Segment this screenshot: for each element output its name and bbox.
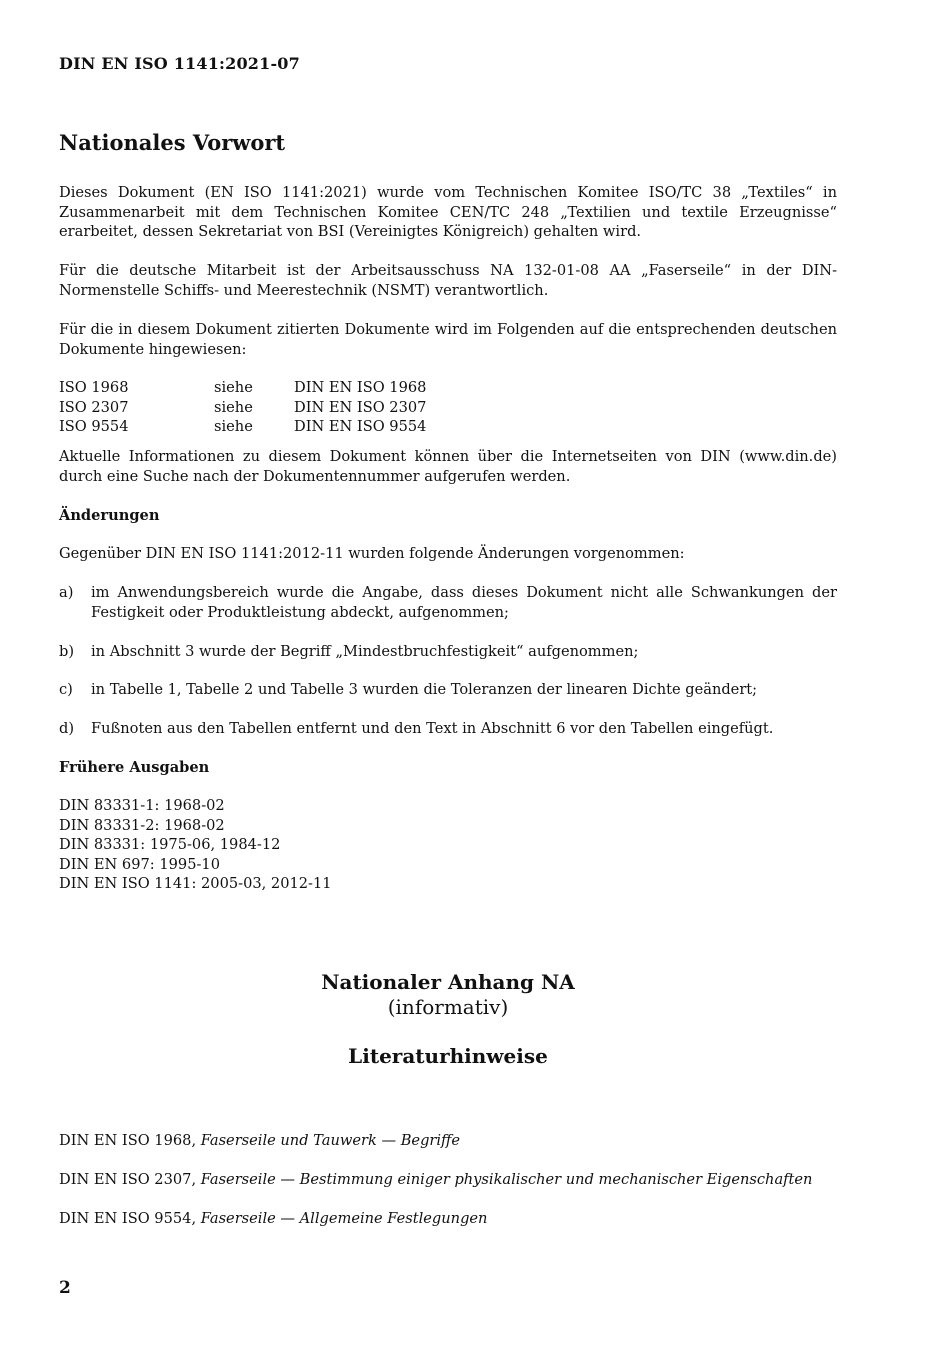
bibliography-ref: DIN EN ISO 1968, xyxy=(59,1132,201,1149)
change-item-b xyxy=(59,642,837,662)
bibliography-ref: DIN EN ISO 9554, xyxy=(59,1210,201,1227)
reference-row xyxy=(59,398,494,418)
bibliography-entry xyxy=(59,1170,812,1190)
previous-editions-heading: Frühere Ausgaben xyxy=(59,759,210,776)
page-number: 2 xyxy=(59,1278,71,1298)
list-marker: a) xyxy=(59,584,74,601)
reference-iso: ISO 1968 xyxy=(59,379,129,396)
reference-see: siehe xyxy=(214,418,253,436)
foreword-paragraph-3: Für die in diesem Dokument zitierten Dokumente wird im Folgenden auf die entsprechenden deutschen Dokumente hingewiesen: xyxy=(59,321,837,358)
list-text: in Tabelle 1, Tabelle 2 und Tabelle 3 wurden die Toleranzen der linearen Dichte geändert; xyxy=(91,681,758,698)
bibliography-title: Faserseile — Bestimmung einiger physikalischer und mechanischer Eigenschaften xyxy=(200,1171,813,1188)
edition-line: DIN EN 697: 1995-10 xyxy=(59,855,220,873)
bibliography-title: Faserseile — Allgemeine Festlegungen xyxy=(200,1210,488,1227)
changes-intro: Gegenüber DIN EN ISO 1141:2012-11 wurden folgende Änderungen vorgenommen: xyxy=(59,545,685,562)
change-item-d xyxy=(59,719,837,739)
reference-din: DIN EN ISO 9554 xyxy=(294,418,427,436)
bibliography-title: Faserseile und Tauwerk — Begriffe xyxy=(200,1132,461,1149)
document-code-header: DIN EN ISO 1141:2021-07 xyxy=(59,54,300,73)
reference-din: DIN EN ISO 1968 xyxy=(294,379,427,396)
edition-line: DIN 83331-2: 1968-02 xyxy=(59,816,225,834)
bibliography-entry xyxy=(59,1131,460,1151)
bibliography-entry xyxy=(59,1209,487,1229)
foreword-title: Nationales Vorwort xyxy=(59,130,286,155)
change-item-a xyxy=(59,583,837,622)
list-text: Fußnoten aus den Tabellen entfernt und den Text in Abschnitt 6 vor den Tabellen eingefügt. xyxy=(91,720,774,737)
change-item-c xyxy=(59,680,837,700)
foreword-paragraph-1: Dieses Dokument (EN ISO 1141:2021) wurde vom Technischen Komitee ISO/TC 38 „Textiles“ in Zusammenarbeit mit dem Technischen Komitee CEN/TC 248 „Textilien und textile Erzeugnisse“ erarbeitet, dessen Sekretariat von BSI (Vereinigtes Königreich) gehalten wird. xyxy=(59,184,837,241)
reference-see: siehe xyxy=(214,398,253,416)
list-marker: d) xyxy=(59,720,75,737)
reference-iso: ISO 9554 xyxy=(59,418,129,436)
reference-table xyxy=(59,378,494,437)
list-marker: b) xyxy=(59,643,75,660)
info-paragraph: Aktuelle Informationen zu diesem Dokument können über die Internetseiten von DIN (www.din.de) durch eine Suche nach der Dokumentennummer aufgerufen werden. xyxy=(59,448,837,485)
reference-row xyxy=(59,417,494,437)
bibliography-ref: DIN EN ISO 2307, xyxy=(59,1171,201,1188)
edition-line: DIN 83331-1: 1968-02 xyxy=(59,797,225,814)
foreword-paragraph-2: Für die deutsche Mitarbeit ist der Arbeitsausschuss NA 132-01-08 AA „Faserseile“ in der DIN-Normenstelle Schiffs- und Meerestechnik (NSMT) verantwortlich. xyxy=(59,262,837,299)
changes-heading: Änderungen xyxy=(59,507,160,524)
previous-editions-list xyxy=(59,796,332,894)
annex-subtitle: (informativ) xyxy=(387,995,509,1019)
edition-line: DIN EN ISO 1141: 2005-03, 2012-11 xyxy=(59,875,332,893)
annex-title: Nationaler Anhang NA xyxy=(321,970,575,994)
reference-iso: ISO 2307 xyxy=(59,398,129,416)
list-marker: c) xyxy=(59,681,73,698)
list-text: in Abschnitt 3 wurde der Begriff „Mindestbruchfestigkeit“ aufgenommen; xyxy=(91,643,639,660)
reference-din: DIN EN ISO 2307 xyxy=(294,398,427,416)
edition-line: DIN 83331: 1975-06, 1984-12 xyxy=(59,836,281,854)
reference-row xyxy=(59,378,494,398)
reference-see: siehe xyxy=(214,379,253,396)
list-text: im Anwendungsbereich wurde die Angabe, dass dieses Dokument nicht alle Schwankungen der Festigkeit oder Produktleistung abdeckt, aufgenommen; xyxy=(91,584,837,621)
bibliography-heading: Literaturhinweise xyxy=(348,1044,548,1068)
